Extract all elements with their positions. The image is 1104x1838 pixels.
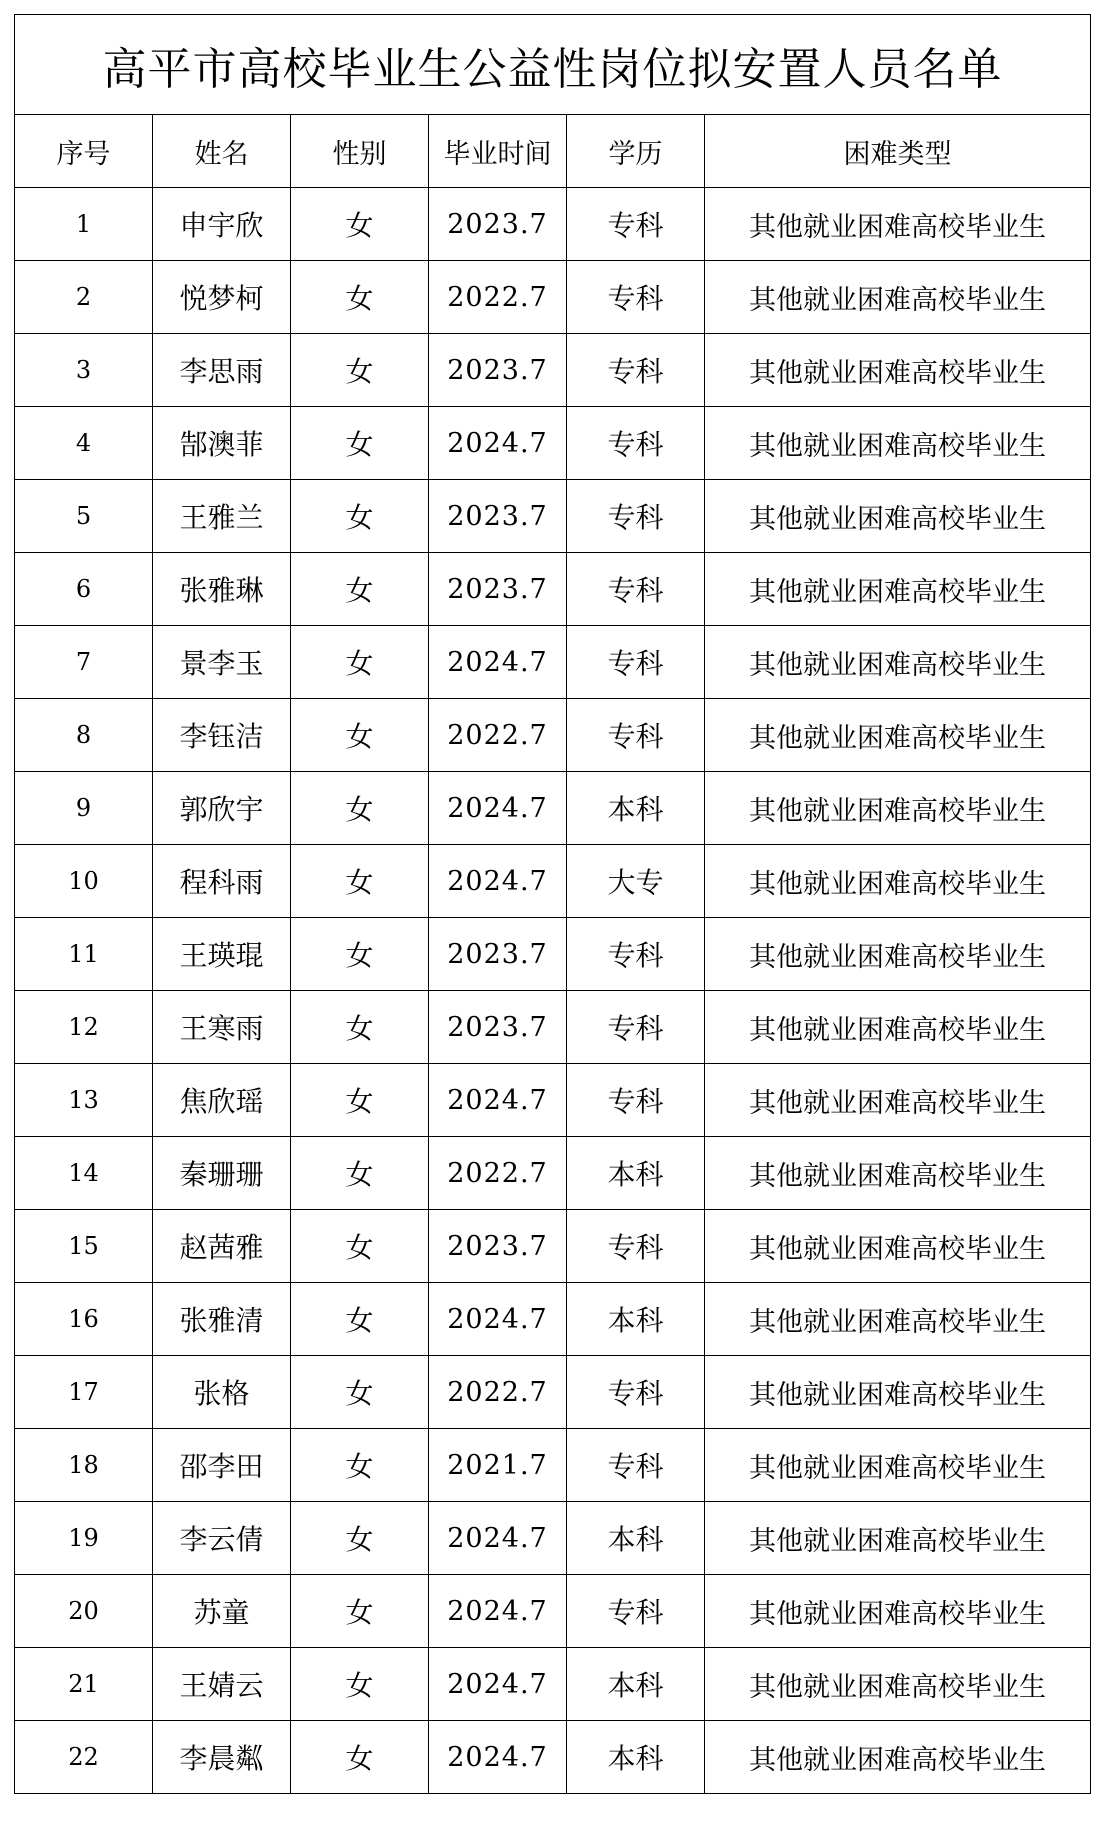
cell-name: 苏童 (153, 1575, 291, 1648)
cell-name: 景李玉 (153, 626, 291, 699)
cell-education: 本科 (567, 1137, 705, 1210)
cell-difficulty-type: 其他就业困难高校毕业生 (705, 480, 1091, 553)
table-row (15, 1429, 1091, 1502)
cell-graduation-date: 2024.7 (429, 407, 567, 480)
cell-difficulty-type: 其他就业困难高校毕业生 (705, 261, 1091, 334)
cell-difficulty-type: 其他就业困难高校毕业生 (705, 991, 1091, 1064)
cell-education: 专科 (567, 480, 705, 553)
table-row (15, 991, 1091, 1064)
column-header-row (15, 115, 1091, 188)
table-row (15, 1283, 1091, 1356)
cell-graduation-date: 2022.7 (429, 699, 567, 772)
cell-education: 本科 (567, 1721, 705, 1794)
cell-graduation-date: 2023.7 (429, 553, 567, 626)
table-row (15, 772, 1091, 845)
cell-graduation-date: 2022.7 (429, 261, 567, 334)
table-row (15, 1356, 1091, 1429)
cell-education: 大专 (567, 845, 705, 918)
cell-education: 本科 (567, 1648, 705, 1721)
cell-no: 13 (15, 1064, 153, 1137)
cell-difficulty-type: 其他就业困难高校毕业生 (705, 1137, 1091, 1210)
cell-gender: 女 (291, 991, 429, 1064)
cell-no: 1 (15, 188, 153, 261)
document-title: 高平市高校毕业生公益性岗位拟安置人员名单 (15, 15, 1091, 115)
table-row (15, 699, 1091, 772)
cell-gender: 女 (291, 1721, 429, 1794)
cell-education: 专科 (567, 553, 705, 626)
cell-education: 专科 (567, 1064, 705, 1137)
table-row (15, 845, 1091, 918)
column-header-difficulty-type: 困难类型 (705, 115, 1091, 188)
cell-difficulty-type: 其他就业困难高校毕业生 (705, 845, 1091, 918)
cell-difficulty-type: 其他就业困难高校毕业生 (705, 1575, 1091, 1648)
cell-difficulty-type: 其他就业困难高校毕业生 (705, 1064, 1091, 1137)
cell-graduation-date: 2024.7 (429, 1502, 567, 1575)
cell-education: 专科 (567, 626, 705, 699)
cell-no: 8 (15, 699, 153, 772)
cell-gender: 女 (291, 407, 429, 480)
cell-graduation-date: 2023.7 (429, 188, 567, 261)
cell-name: 郭欣宇 (153, 772, 291, 845)
cell-education: 本科 (567, 1283, 705, 1356)
table-row (15, 626, 1091, 699)
table-row (15, 1575, 1091, 1648)
cell-gender: 女 (291, 1648, 429, 1721)
cell-difficulty-type: 其他就业困难高校毕业生 (705, 1210, 1091, 1283)
table-body (15, 188, 1091, 1794)
cell-education: 专科 (567, 334, 705, 407)
cell-gender: 女 (291, 1429, 429, 1502)
cell-name: 张雅琳 (153, 553, 291, 626)
table-row (15, 918, 1091, 991)
cell-no: 22 (15, 1721, 153, 1794)
cell-name: 张格 (153, 1356, 291, 1429)
cell-graduation-date: 2022.7 (429, 1356, 567, 1429)
cell-education: 专科 (567, 991, 705, 1064)
cell-name: 秦珊珊 (153, 1137, 291, 1210)
cell-no: 6 (15, 553, 153, 626)
cell-no: 4 (15, 407, 153, 480)
cell-no: 21 (15, 1648, 153, 1721)
cell-education: 本科 (567, 1502, 705, 1575)
cell-education: 专科 (567, 1575, 705, 1648)
cell-difficulty-type: 其他就业困难高校毕业生 (705, 772, 1091, 845)
cell-graduation-date: 2024.7 (429, 1721, 567, 1794)
cell-graduation-date: 2023.7 (429, 1210, 567, 1283)
cell-difficulty-type: 其他就业困难高校毕业生 (705, 1356, 1091, 1429)
cell-education: 专科 (567, 261, 705, 334)
cell-gender: 女 (291, 261, 429, 334)
cell-name: 申宇欣 (153, 188, 291, 261)
cell-difficulty-type: 其他就业困难高校毕业生 (705, 1721, 1091, 1794)
cell-name: 李思雨 (153, 334, 291, 407)
cell-no: 11 (15, 918, 153, 991)
cell-name: 焦欣瑶 (153, 1064, 291, 1137)
cell-gender: 女 (291, 1064, 429, 1137)
cell-gender: 女 (291, 918, 429, 991)
column-header-no: 序号 (15, 115, 153, 188)
cell-gender: 女 (291, 1137, 429, 1210)
cell-name: 赵茜雅 (153, 1210, 291, 1283)
cell-gender: 女 (291, 334, 429, 407)
cell-difficulty-type: 其他就业困难高校毕业生 (705, 553, 1091, 626)
table-row (15, 1210, 1091, 1283)
cell-difficulty-type: 其他就业困难高校毕业生 (705, 1502, 1091, 1575)
cell-graduation-date: 2024.7 (429, 1575, 567, 1648)
table-row (15, 261, 1091, 334)
cell-difficulty-type: 其他就业困难高校毕业生 (705, 1429, 1091, 1502)
cell-name: 程科雨 (153, 845, 291, 918)
cell-graduation-date: 2024.7 (429, 845, 567, 918)
table-row (15, 1648, 1091, 1721)
cell-education: 专科 (567, 1210, 705, 1283)
cell-graduation-date: 2024.7 (429, 1064, 567, 1137)
cell-no: 7 (15, 626, 153, 699)
cell-education: 专科 (567, 407, 705, 480)
cell-graduation-date: 2023.7 (429, 334, 567, 407)
cell-difficulty-type: 其他就业困难高校毕业生 (705, 188, 1091, 261)
cell-difficulty-type: 其他就业困难高校毕业生 (705, 407, 1091, 480)
cell-name: 李晨粼 (153, 1721, 291, 1794)
cell-gender: 女 (291, 1283, 429, 1356)
cell-name: 悦梦柯 (153, 261, 291, 334)
cell-education: 专科 (567, 918, 705, 991)
cell-gender: 女 (291, 553, 429, 626)
cell-difficulty-type: 其他就业困难高校毕业生 (705, 918, 1091, 991)
cell-education: 专科 (567, 1429, 705, 1502)
cell-gender: 女 (291, 1502, 429, 1575)
cell-name: 李钰洁 (153, 699, 291, 772)
column-header-education: 学历 (567, 115, 705, 188)
cell-no: 2 (15, 261, 153, 334)
cell-no: 19 (15, 1502, 153, 1575)
cell-graduation-date: 2024.7 (429, 1283, 567, 1356)
cell-no: 12 (15, 991, 153, 1064)
table-row (15, 553, 1091, 626)
placement-list-table (14, 14, 1091, 1794)
cell-name: 张雅清 (153, 1283, 291, 1356)
cell-graduation-date: 2024.7 (429, 626, 567, 699)
cell-difficulty-type: 其他就业困难高校毕业生 (705, 334, 1091, 407)
cell-gender: 女 (291, 1575, 429, 1648)
cell-education: 专科 (567, 188, 705, 261)
cell-no: 5 (15, 480, 153, 553)
cell-no: 14 (15, 1137, 153, 1210)
cell-education: 本科 (567, 772, 705, 845)
cell-difficulty-type: 其他就业困难高校毕业生 (705, 1648, 1091, 1721)
cell-no: 9 (15, 772, 153, 845)
cell-gender: 女 (291, 1210, 429, 1283)
cell-no: 3 (15, 334, 153, 407)
table-row (15, 1064, 1091, 1137)
cell-graduation-date: 2024.7 (429, 772, 567, 845)
cell-graduation-date: 2021.7 (429, 1429, 567, 1502)
cell-name: 王婧云 (153, 1648, 291, 1721)
cell-gender: 女 (291, 699, 429, 772)
cell-difficulty-type: 其他就业困难高校毕业生 (705, 1283, 1091, 1356)
cell-name: 王雅兰 (153, 480, 291, 553)
column-header-gender: 性别 (291, 115, 429, 188)
title-row (15, 15, 1091, 115)
table-row (15, 1721, 1091, 1794)
cell-graduation-date: 2023.7 (429, 918, 567, 991)
table-row (15, 407, 1091, 480)
table-row (15, 1137, 1091, 1210)
cell-gender: 女 (291, 1356, 429, 1429)
column-header-graduation-date: 毕业时间 (429, 115, 567, 188)
table-row (15, 1502, 1091, 1575)
cell-education: 专科 (567, 1356, 705, 1429)
cell-name: 王瑛琨 (153, 918, 291, 991)
cell-graduation-date: 2022.7 (429, 1137, 567, 1210)
cell-name: 李云倩 (153, 1502, 291, 1575)
table-row (15, 480, 1091, 553)
cell-name: 邵李田 (153, 1429, 291, 1502)
cell-no: 10 (15, 845, 153, 918)
cell-no: 17 (15, 1356, 153, 1429)
cell-difficulty-type: 其他就业困难高校毕业生 (705, 699, 1091, 772)
cell-education: 专科 (567, 699, 705, 772)
cell-no: 18 (15, 1429, 153, 1502)
cell-gender: 女 (291, 845, 429, 918)
cell-gender: 女 (291, 480, 429, 553)
cell-graduation-date: 2023.7 (429, 480, 567, 553)
cell-no: 16 (15, 1283, 153, 1356)
cell-gender: 女 (291, 626, 429, 699)
cell-gender: 女 (291, 188, 429, 261)
cell-difficulty-type: 其他就业困难高校毕业生 (705, 626, 1091, 699)
cell-name: 王寒雨 (153, 991, 291, 1064)
cell-no: 20 (15, 1575, 153, 1648)
cell-graduation-date: 2024.7 (429, 1648, 567, 1721)
cell-gender: 女 (291, 772, 429, 845)
cell-no: 15 (15, 1210, 153, 1283)
cell-name: 郜澳菲 (153, 407, 291, 480)
table-row (15, 188, 1091, 261)
table-row (15, 334, 1091, 407)
cell-graduation-date: 2023.7 (429, 991, 567, 1064)
column-header-name: 姓名 (153, 115, 291, 188)
